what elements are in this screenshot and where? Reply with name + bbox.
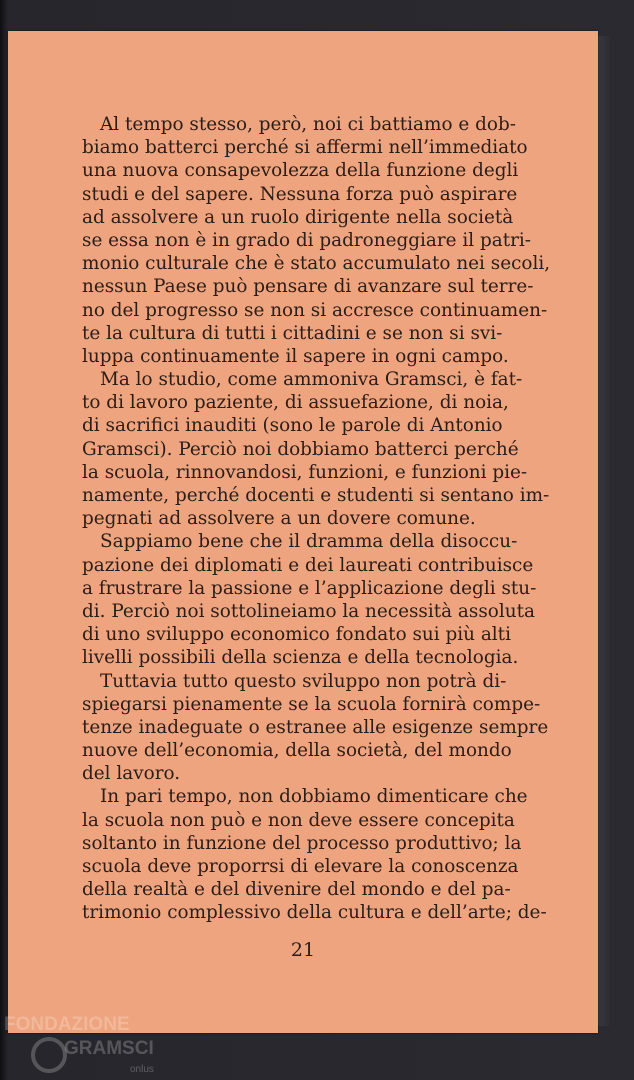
page-edge-shadow [596,36,610,1026]
text-line: nessun Paese può pensare di avanzare sul terre- [82,276,534,298]
text-line: te la cultura di tutti i cittadini e se non si svi- [82,322,503,344]
text-line: di uno sviluppo economico fondato sui più alti [82,624,511,646]
text-line: Gramsci). Perciò noi dobbiamo batterci perché [82,438,519,460]
text-line: pazione dei diplomati e dei laureati contribuisce [82,554,534,576]
book-page [8,31,598,1033]
text-line: di sacrifici inauditi (sono le parole di Antonio [82,415,503,437]
text-line: a frustrare la passione e l’applicazione degli stu- [82,577,537,599]
text-line: studi e del sapere. Nessuna forza può aspirare [82,183,518,205]
text-line: del lavoro. [82,763,181,785]
text-line: nuove dell’economia, della società, del mondo [82,740,512,762]
text-line: la scuola non può e non deve essere concepita [82,809,515,831]
text-line: Al tempo stesso, però, noi ci battiamo e dob- [100,114,516,135]
text-line: pegnati ad assolvere a un dovere comune. [82,508,476,530]
page-number: 21 [290,939,316,961]
text-line: della realtà e del divenire del mondo e del pa- [82,879,511,901]
text-line: luppa continuamente il sapere in ogni campo. [82,345,509,367]
text-line: di. Perciò noi sottolineiamo la necessità assoluta [82,600,535,622]
text-line: ad assolvere a un ruolo dirigente nella società [82,206,514,228]
text-line: Tuttavia tutto questo sviluppo non potrà di- [100,670,507,692]
text-line: trimonio complessivo della cultura e dell’arte; de- [82,902,547,924]
text-line: biamo batterci perché si affermi nell’immediato [82,137,528,159]
text-line: scuola deve proporrsi di elevare la conoscenza [82,856,519,877]
watermark-line2: GRAMSCI [64,1038,154,1059]
text-line: Sappiamo bene che il dramma della disoccu- [100,531,518,553]
body-text [82,113,551,925]
watermark-g-ring [33,1039,65,1071]
watermark-logo-icon [2,1012,162,1078]
text-line: la scuola, rinnovandosi, funzioni, e funzioni pie- [82,461,528,483]
text-line: monio culturale che è stato accumulato nei secoli, [82,253,551,275]
text-line: namente, perché docenti e studenti si sentano im- [82,485,550,506]
text-line: se essa non è in grado di padroneggiare il patri- [82,229,531,251]
text-line: livelli possibili della scienza e della tecnologia. [82,647,519,669]
text-line: Ma lo studio, come ammoniva Gramsci, è fat- [100,369,523,391]
fondazione-gramsci-watermark [2,1012,162,1078]
text-line: spiegarsi pienamente se la scuola fornirà compe- [82,693,541,715]
watermark-line1: FONDAZIONE [4,1014,130,1035]
watermark-line3: onlus [130,1064,154,1075]
text-line: In pari tempo, non dobbiamo dimenticare che [100,786,528,808]
text-line: tenze inadeguate o estranee alle esigenze sempre [82,716,549,738]
text-line: una nuova consapevolezza della funzione degli [82,160,519,182]
text-line: no del progresso se non si accresce continuamen- [82,299,548,321]
text-line: soltanto in funzione del processo produttivo; la [82,832,522,854]
text-line: to di lavoro paziente, di assuefazione, di noia, [82,392,509,414]
